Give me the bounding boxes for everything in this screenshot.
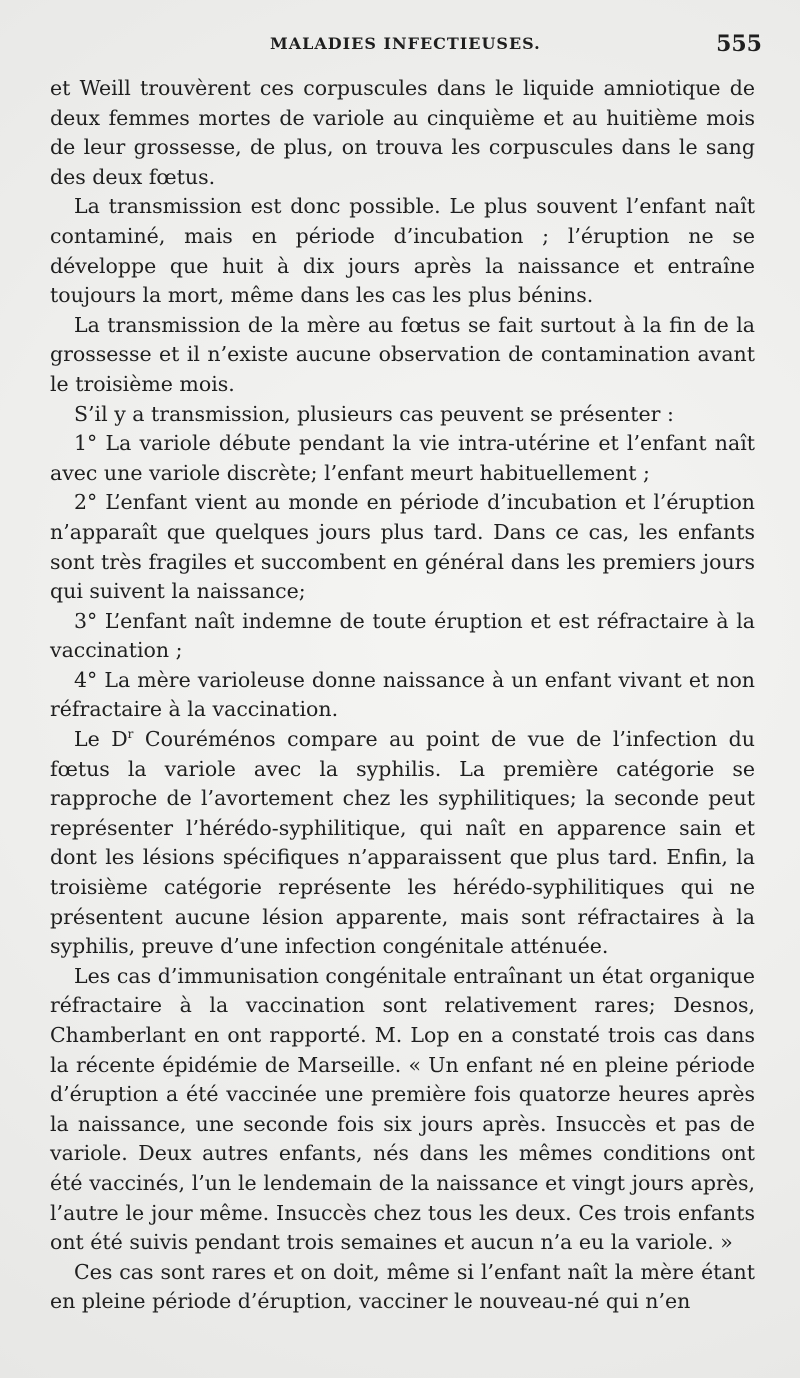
paragraph-transmission: La transmission est donc possible. Le plus souvent l’enfant naît contaminé, mais en période d’incubation ; l’éruption ne se développe que huit à dix jours après la naissance et entraîne toujours la mort, même dans les cas les plus bénins. <box>50 194 755 308</box>
paragraph-coureménos <box>50 725 755 962</box>
list-item-case-2: 2° L’enfant vient au monde en période d’incubation et l’éruption n’apparaît que quelques jours plus tard. Dans ce cas, les enfants sont très fragiles et succombent en général dans les premiers jours qui suivent la naissance; <box>50 490 755 604</box>
paragraph-timing: La transmission de la mère au fœtus se fait surtout à la fin de la grossesse et il n’existe aucune observation de contamination avant le troisième mois. <box>50 312 755 396</box>
list-item-case-3: 3° L’enfant naît indemne de toute éruption et est réfractaire à la vaccination ; <box>50 608 755 663</box>
paragraph-continuation: et Weill trouvèrent ces corpuscules dans le liquide amniotique de deux femmes mortes de variole au cinquième et au huitième mois de leur grossesse, de plus, on trouva les corpuscules dans le sang des deux fœtus. <box>50 76 755 189</box>
paragraph-immunisation: Les cas d’immunisation congénitale entraînant un état organique réfractaire à la vaccination sont relativement rares; Desnos, Chamberlant en ont rapporté. M. Lop en a constaté trois cas dans la récente épidémie de Marseille. « Un enfant né en pleine période d’éruption a été vaccinée une première fois quatorze heures après la naissance, une seconde fois six jours après. Insuccès et pas de variole. Deux autres enfants, nés dans les mêmes conditions ont été vaccinés, l’un le lendemain de la naissance et vingt jours après, l’autre le jour même. Insuccès chez tous les deux. Ces trois enfants ont été suivis pendant trois semaines et aucun n’a eu la variole. » <box>50 963 755 1255</box>
page-header <box>0 31 800 64</box>
dr-prefix: Le D <box>74 727 128 752</box>
running-title: MALADIES INFECTIEUSES. <box>270 34 541 53</box>
list-item-case-4: 4° La mère varioleuse donne naissance à un enfant vivant et non réfractaire à la vaccination. <box>50 667 755 722</box>
page-number: 555 <box>716 31 762 57</box>
dr-text: Couréménos compare au point de vue de l’infection du fœtus la variole avec la syphilis. La première catégorie se rapproche de l’avortement chez les syphilitiques; la seconde peut représenter l’hérédo-syphilitique, qui naît en apparence sain et dont les lésions spécifiques n’apparaissent que plus tard. Enfin, la troisième catégorie représente les hérédo-syphilitiques qui ne présentent aucune lésion apparente, mais sont réfractaires à la syphilis, preuve d’une infection congénitale atténuée. <box>50 727 755 959</box>
body-text <box>50 74 755 1317</box>
dr-superscript: r <box>127 727 134 742</box>
paragraph-conclusion: Ces cas sont rares et on doit, même si l’enfant naît la mère étant en pleine période d’éruption, vacciner le nouveau-né qui n’en <box>50 1259 755 1314</box>
list-item-case-1: 1° La variole débute pendant la vie intra-utérine et l’enfant naît avec une variole discrète; l’enfant meurt habituellement ; <box>50 431 755 485</box>
paragraph-cases-intro: S’il y a transmission, plusieurs cas peuvent se présenter : <box>74 401 674 426</box>
